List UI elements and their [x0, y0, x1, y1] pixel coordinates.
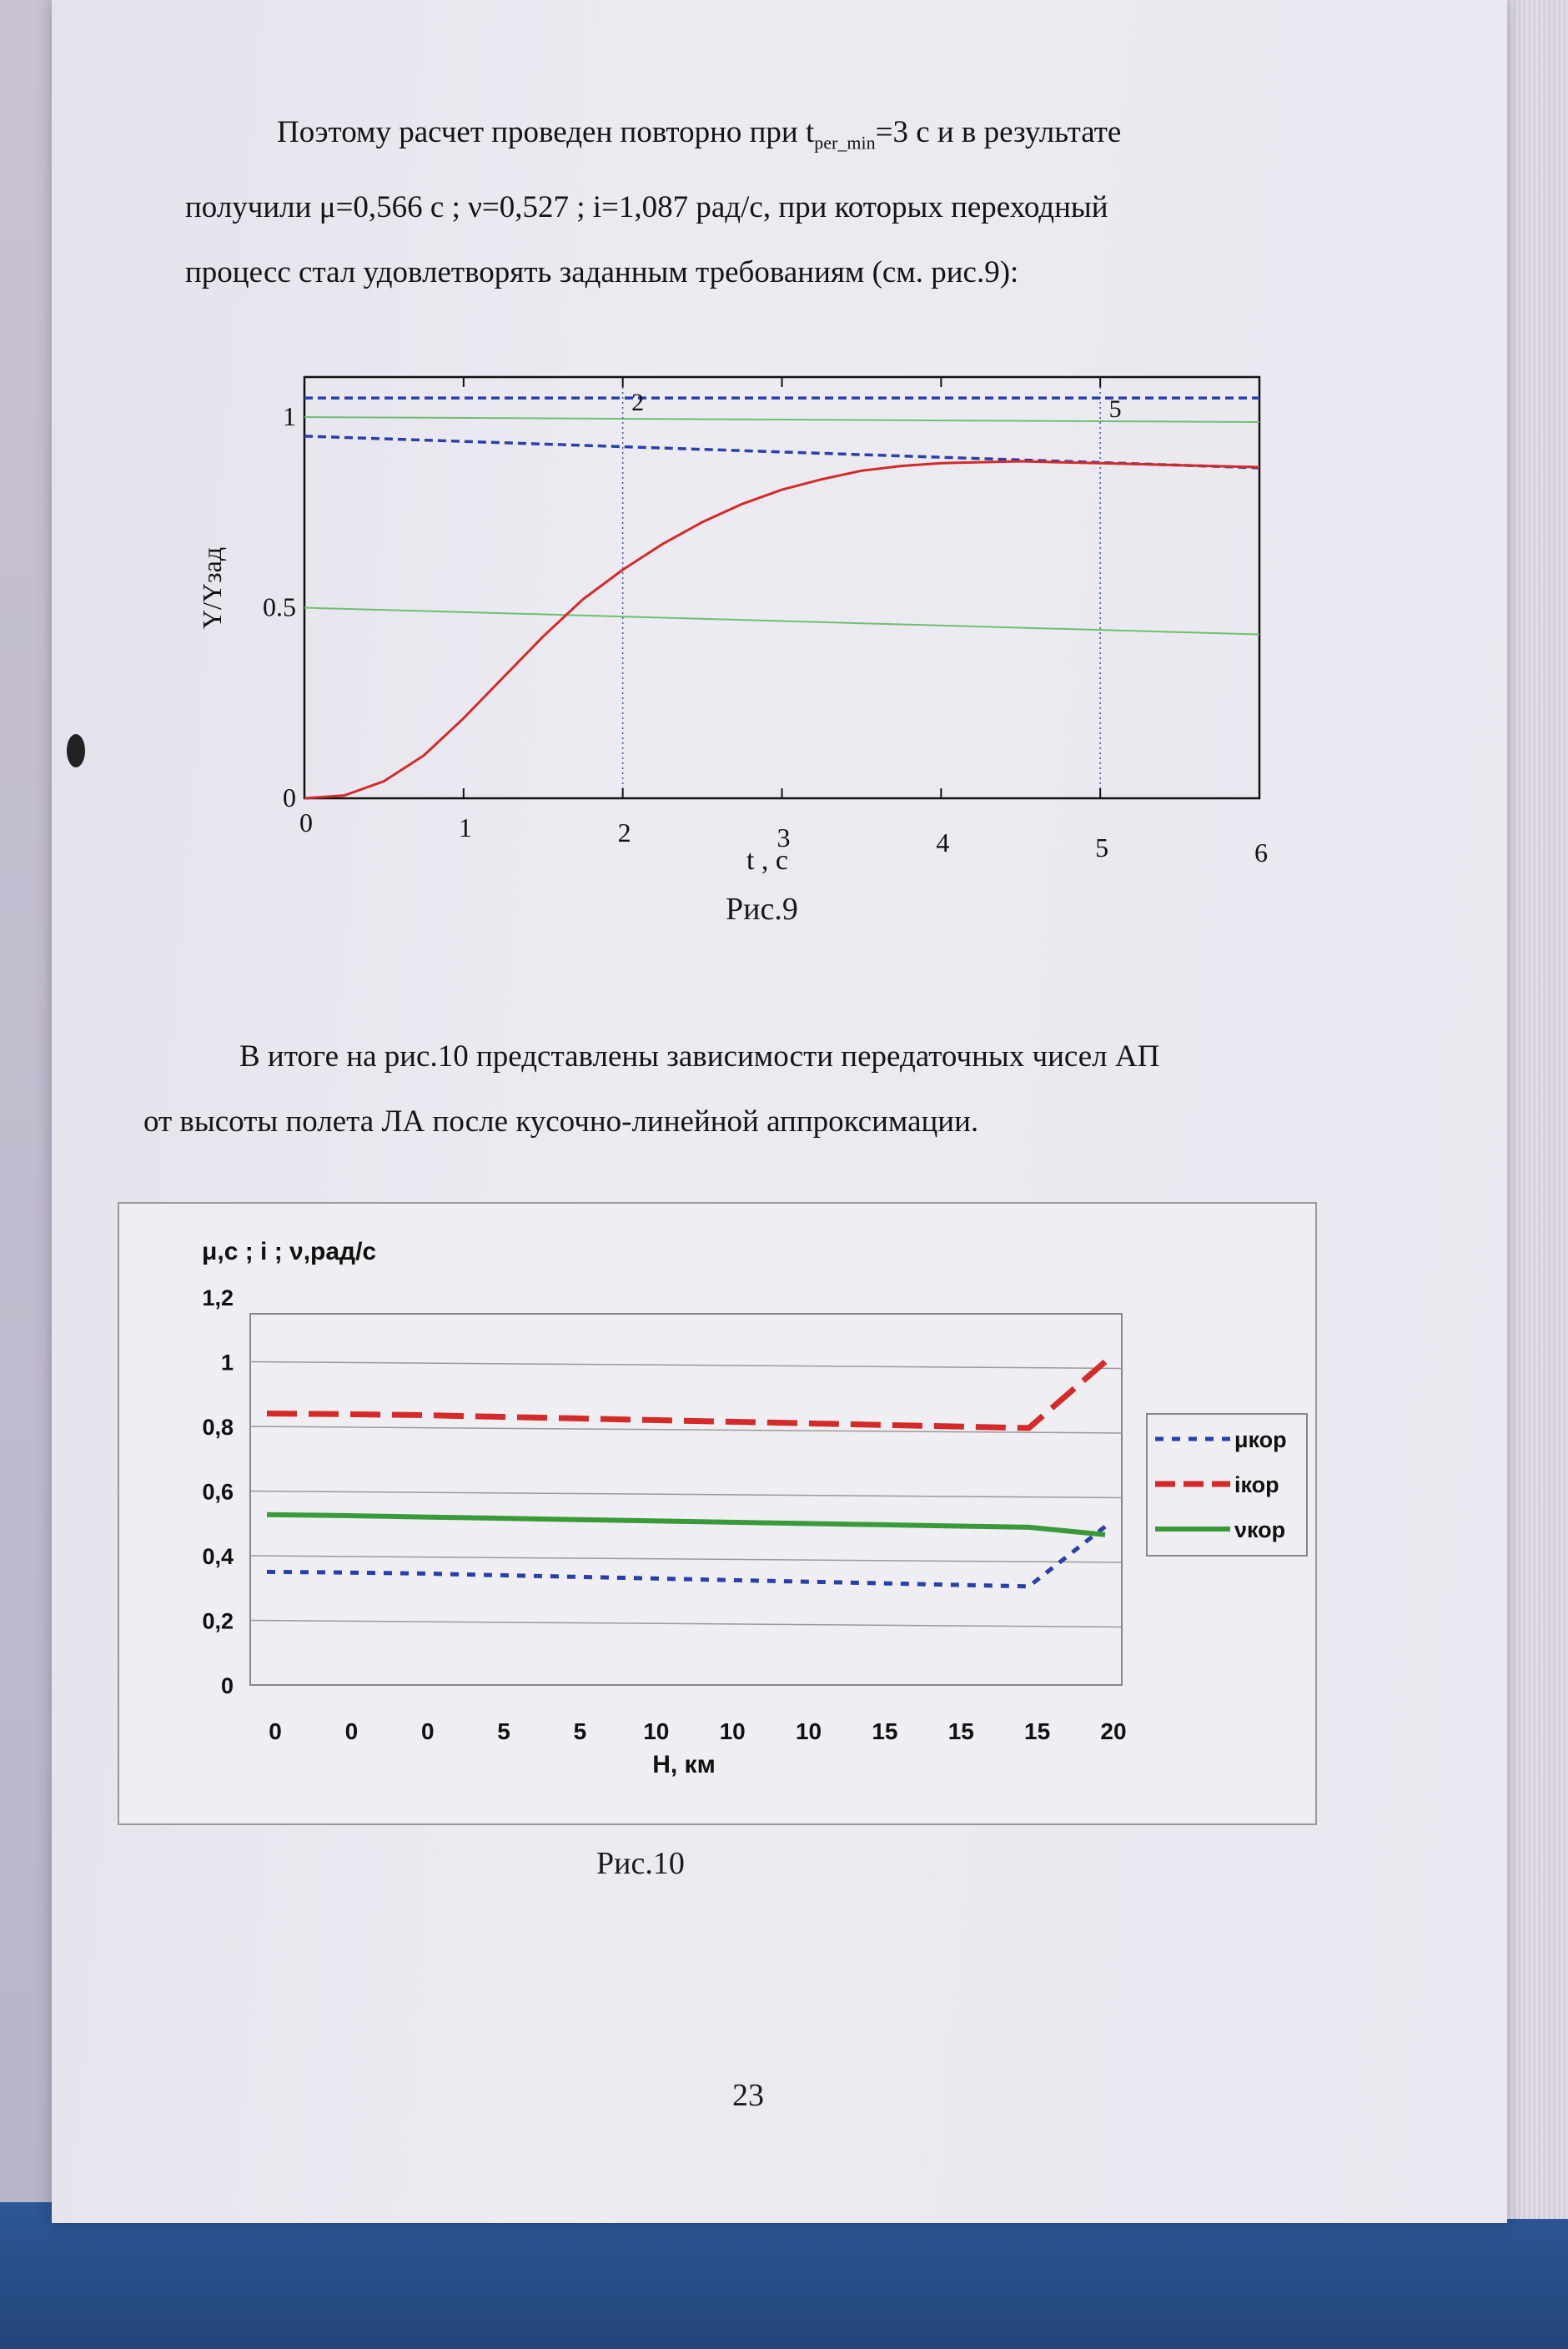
legend — [1147, 1414, 1307, 1556]
paragraph-2-line-2: от высоты полета ЛА после кусочно-линейной аппроксимации. — [143, 1104, 979, 1139]
paragraph-2-line-1: В итоге на рис.10 представлены зависимости передаточных чисел АП — [239, 1039, 1160, 1074]
x-tick-label: 6 — [1254, 837, 1268, 868]
y-axis-label: Y/Yзад — [197, 546, 227, 630]
plot-frame — [304, 377, 1259, 798]
y-tick-label: 0,8 — [202, 1415, 234, 1440]
x-tick-label: 3 — [776, 822, 791, 853]
x-tick-label: 5 — [1095, 832, 1109, 863]
paragraph-1-line-3: процесс стал удовлетворять заданным требованиям (см. рис.9): — [185, 255, 1019, 290]
x-tick-label: 20 — [1100, 1718, 1127, 1744]
paragraph-2 — [143, 1024, 1411, 1154]
gridline — [304, 608, 1259, 635]
x-tick-label: 1 — [458, 812, 472, 843]
y-tick-label: 1,2 — [202, 1285, 234, 1310]
figure-10-caption: Рис.10 — [596, 1846, 685, 1881]
figure-9-caption: Рис.9 — [726, 892, 798, 927]
x-tick-label: 10 — [719, 1718, 746, 1744]
grid — [304, 377, 1259, 798]
legend-label: iкор — [1234, 1472, 1279, 1497]
legend-label: μкор — [1234, 1427, 1287, 1452]
y-tick-label: 0,4 — [202, 1544, 234, 1569]
x-tick-label: 5 — [497, 1718, 510, 1744]
y-tick-label: 0,2 — [202, 1608, 234, 1634]
x-tick-label: 15 — [1024, 1718, 1051, 1744]
x-tick-label: 10 — [643, 1718, 670, 1744]
paragraph-1-line-1: Поэтому расчет проведен повторно при $t_{per\_min}=3$ с и в результате — [277, 115, 1122, 153]
x-tick-label: 0 — [299, 807, 313, 837]
y-tick-label: 1 — [220, 1350, 234, 1376]
figure-10-chart — [117, 1201, 1322, 1827]
paragraph-1 — [185, 100, 1411, 305]
x-tick-label: 0 — [420, 1718, 435, 1744]
figure-9-chart — [183, 359, 1334, 876]
x-tick-label: 0 — [344, 1718, 359, 1744]
y-tick-label: 0 — [220, 1673, 234, 1698]
y-tick-label: 1 — [283, 401, 296, 431]
x-tick-label: 10 — [795, 1718, 822, 1744]
x-axis-label: t , с — [746, 845, 789, 876]
paragraph-1-line-2: получили μ=0,566 с ; ν=0,527 ; i=1,087 рад/с, при которых переходный — [185, 190, 1108, 225]
x-tick-label: 15 — [872, 1718, 898, 1744]
binding-hole — [67, 734, 85, 767]
x-tick-label: 4 — [936, 827, 950, 858]
subscript: per_min — [814, 132, 876, 153]
legend-label: νкор — [1234, 1517, 1286, 1542]
x-tick-label: 0 — [269, 1718, 282, 1744]
y-tick-label: 0 — [283, 782, 296, 812]
top-label: 5 — [1108, 395, 1122, 423]
x-tick-label: 15 — [947, 1718, 974, 1744]
page-stack-edge — [1497, 0, 1568, 2219]
x-axis-title: H, км — [652, 1751, 716, 1778]
blue-surface — [0, 2202, 1568, 2349]
top-label: 2 — [631, 389, 645, 416]
y-axis-title: μ,с ; i ; ν,рад/с — [202, 1238, 377, 1265]
page-number: 23 — [732, 2078, 764, 2113]
y-tick-label: 0,6 — [202, 1479, 234, 1505]
x-tick-label: 5 — [573, 1718, 587, 1744]
tick-labels — [263, 389, 1268, 868]
x-tick-label: 2 — [617, 817, 631, 848]
y-tick-label: 0.5 — [263, 591, 296, 622]
